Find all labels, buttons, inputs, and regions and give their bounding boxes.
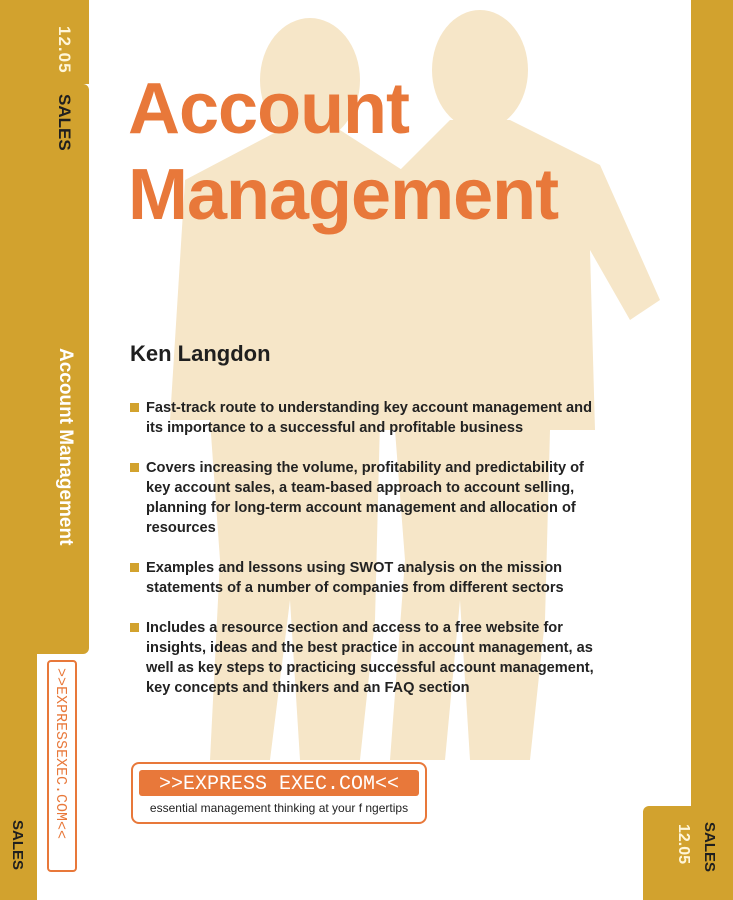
list-item-text: Examples and lessons using SWOT analysis on the mission statements of a number of companies from different sectors [146, 560, 564, 596]
spine-bottom-label: SALES [9, 820, 26, 871]
list-item [130, 558, 600, 598]
right-series-name: SALES [701, 822, 718, 873]
book-title-line2: Management [128, 155, 559, 235]
vertical-logo-text: >>EXPRESSEXEC.COM<< [52, 668, 69, 840]
list-item-text: Includes a resource section and access to a free website for insights, ideas and the best practice in account management, as well as key steps to practicing successful account management, key concepts and thinkers and an FAQ section [146, 620, 594, 696]
book-title [128, 66, 558, 238]
right-spine [691, 0, 733, 900]
spine-book-title: Account Management [55, 348, 76, 546]
left-spine [0, 0, 37, 900]
logo-tagline: essential management thinking at your f ngertips [149, 801, 409, 815]
list-item [130, 458, 600, 538]
book-author: Ken Langdon [130, 341, 271, 366]
spine-series-number: 12.05 [55, 26, 74, 74]
bullet-square-icon [130, 623, 139, 632]
list-item-text: Fast-track route to understanding key account management and its importance to a successful and profitable business [146, 400, 593, 436]
list-item-text: Covers increasing the volume, profitability and predictability of key account sales, a team-based approach to account selling, planning for long-term account management and allocation of resources [146, 460, 584, 536]
list-item [130, 618, 600, 698]
spine-series-name: SALES [55, 94, 74, 151]
logo-text: >>EXPRESS EXEC.COM<< [158, 773, 400, 796]
book-title-line1: Account [128, 69, 409, 149]
expressexec-logo [131, 762, 427, 824]
feature-list [130, 398, 600, 718]
right-series-number: 12.05 [675, 824, 692, 865]
bullet-square-icon [130, 463, 139, 472]
logo-banner [139, 770, 419, 796]
bullet-square-icon [130, 563, 139, 572]
list-item [130, 398, 600, 438]
bullet-square-icon [130, 403, 139, 412]
